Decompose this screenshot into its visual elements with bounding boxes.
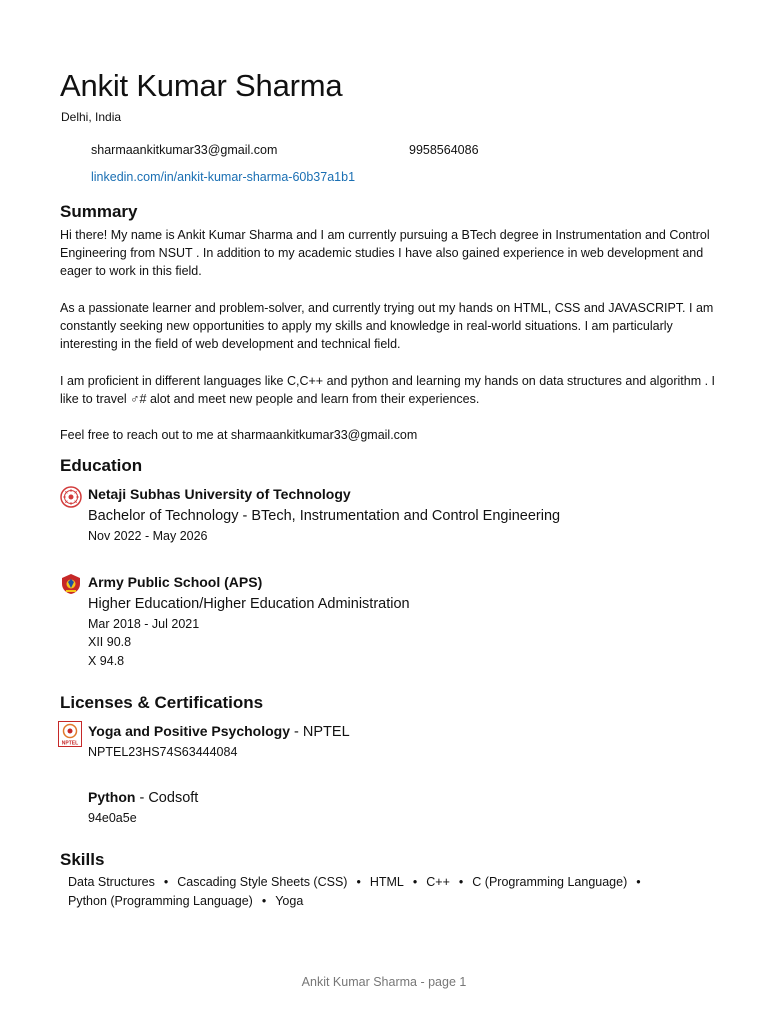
summary-heading: Summary [60,202,138,221]
summary-paragraph: As a passionate learner and problem-solver, and currently trying out my hands on HTML, CSS and JAVASCRIPT. I am constantly seeking new opportunities to apply my skills and knowledge in real-world situations. I am particularly interesting in the field of web development and technical field. [60,300,714,352]
certification-id: NPTEL23HS74S63444084 [88,745,238,759]
education-heading: Education [60,456,143,475]
nptel-logo-text: NPTEL [61,740,79,747]
bullet-separator: • [458,875,464,889]
degree: Bachelor of Technology - BTech, Instrumentation and Control Engineering [88,508,561,524]
summary-paragraph: Hi there! My name is Ankit Kumar Sharma and I am currently pursuing a BTech degree in Instrumentation and Control Engineering from NSUT . In addition to my academic studies I have also gained experience in web development and eager to work in this field. [60,228,710,279]
cert-issuer: - Codsoft [135,790,199,806]
certification-id: 94e0a5e [88,811,137,825]
skill-item: Yoga [275,894,304,908]
bullet-separator: • [356,875,361,889]
summary-paragraph: I am proficient in different languages like C,C++ and python and learning my hands on data structures and algorithm . I like to travel ♂# alot and meet new people and learn from their experiences. [60,373,716,406]
education-dates: Nov 2022 - May 2026 [88,529,208,543]
school-name: Army Public School (APS) [88,574,263,590]
skill-item: Data Structures [68,875,155,889]
skill-item: Python (Programming Language) [68,894,253,908]
page-footer: Ankit Kumar Sharma - page 1 [301,975,467,989]
school-name: Netaji Subhas University of Technology [88,486,351,502]
education-grade: XII 90.8 [88,635,132,649]
bullet-separator: • [636,875,641,889]
summary-section [60,226,720,463]
summary-paragraph: Feel free to reach out to me at sharmaankitkumar33@gmail.com [60,428,418,443]
certifications-heading: Licenses & Certifications [60,693,264,712]
linkedin-link[interactable]: linkedin.com/in/ankit-kumar-sharma-60b37a1b1 [91,170,356,184]
education-grade: X 94.8 [88,654,125,668]
cert-name: Python [88,789,136,805]
skill-item: HTML [369,875,404,889]
skill-item: Cascading Style Sheets (CSS) [177,875,348,889]
location: Delhi, India [61,110,122,124]
skills-heading: Skills [60,850,105,869]
bullet-separator: • [261,894,267,908]
nptel-logo-icon [58,721,82,747]
email: sharmaankitkumar33@gmail.com [91,143,278,157]
certification-title [88,723,350,740]
phone: 9958564086 [409,143,479,157]
cert-name: Yoga and Positive Psychology [88,723,291,739]
skill-item: C++ [426,875,450,889]
aps-logo-icon [60,573,82,595]
skills-list [68,873,708,911]
certification-title [88,789,198,806]
cert-issuer: - NPTEL [290,724,350,740]
bullet-separator: • [412,875,418,889]
education-dates: Mar 2018 - Jul 2021 [88,617,200,631]
bullet-separator: • [163,875,169,889]
skill-item: C (Programming Language) [472,875,628,889]
nsut-logo-icon [60,486,82,508]
candidate-name: Ankit Kumar Sharma [60,68,343,103]
degree: Higher Education/Higher Education Administration [88,596,410,612]
